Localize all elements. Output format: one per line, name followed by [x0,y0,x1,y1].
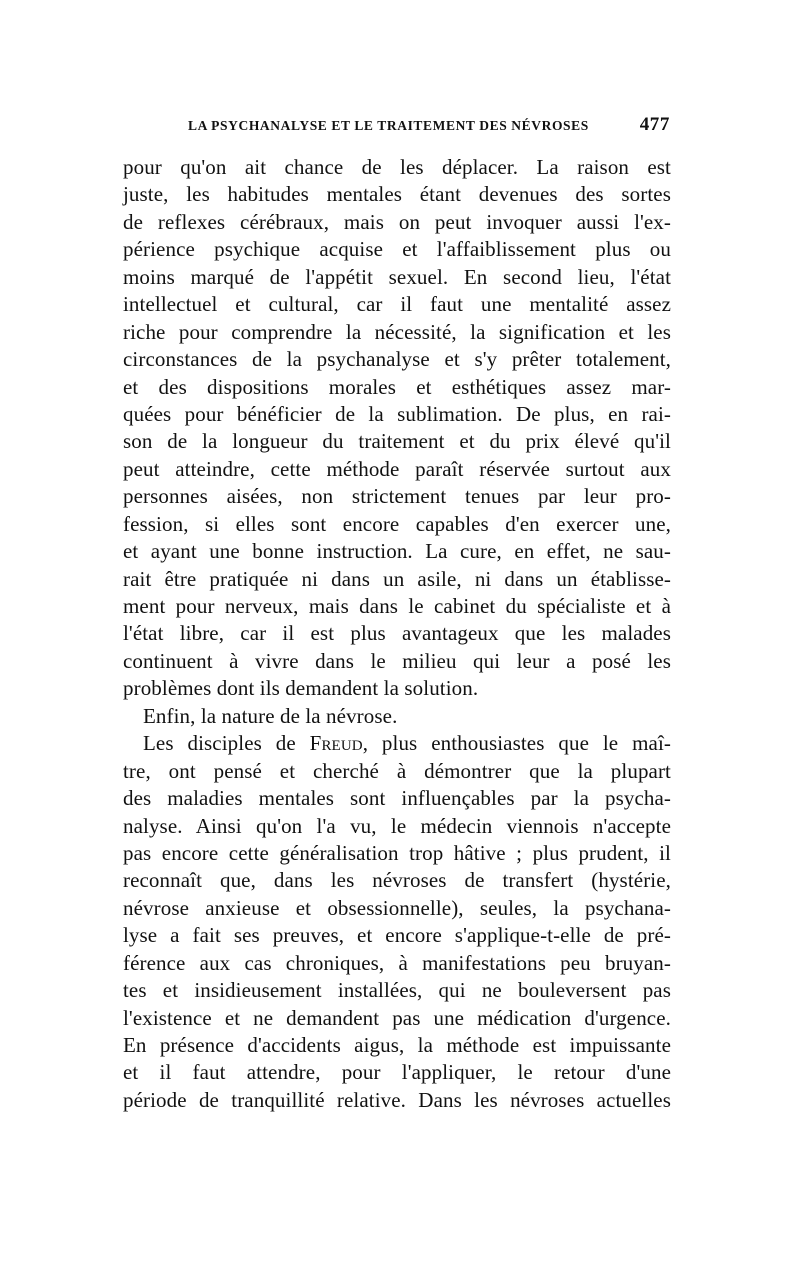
text-line: rait être pratiquée ni dans un asile, ni dans un établisse- [123,566,671,591]
text-line: juste, les habitudes mentales étant devenues des sortes [123,182,671,207]
text-line: tre, ont pensé et cherché à démontrer que la plupart [123,758,671,783]
running-head [188,116,670,140]
text-line: nalyse. Ainsi qu'on l'a vu, le médecin viennois n'accepte [123,813,671,838]
text-line: et il faut attendre, pour l'appliquer, le retour d'une [123,1060,671,1085]
text-line: et des dispositions morales et esthétiques assez mar- [123,374,671,399]
text-line: période de tranquillité relative. Dans les névroses actuelles [123,1087,671,1112]
text-line: riche pour comprendre la nécessité, la signification et les [123,319,671,344]
text-line: et ayant une bonne instruction. La cure, en effet, ne sau- [123,539,671,564]
text-line: lyse a fait ses preuves, et encore s'applique-t-elle de pré- [123,923,671,948]
text-line: personnes aisées, non strictement tenues par leur pro- [123,484,671,509]
text-line: ment pour nerveux, mais dans le cabinet du spécialiste et à [123,594,671,618]
text-line: fession, si elles sont encore capables d'en exercer une, [123,511,671,536]
text-line-freud [123,730,671,757]
text-line: pas encore cette généralisation trop hâtive ; plus prudent, il [123,840,671,865]
text-line: moins marqué de l'appétit sexuel. En second lieu, l'état [123,264,671,289]
text-line: névrose anxieuse et obsessionnelle), seules, la psychana- [123,895,671,920]
text-line: problèmes dont ils demandent la solution. [123,676,479,701]
text-line: férence aux cas chroniques, à manifestations peu bruyan- [123,950,671,975]
text-line-tail: , plus enthousiastes que le maî- [362,731,671,756]
text-line: En présence d'accidents aigus, la méthode est impuissante [123,1033,671,1057]
text-line: périence psychique acquise et l'affaiblissement plus ou [123,237,671,262]
text-line: Enfin, la nature de la névrose. [143,703,398,728]
author-name-freud: Freud [309,731,363,756]
text-line: l'état libre, car il est plus avantageux que les malades [123,621,671,646]
text-line: des maladies mentales sont influençables par la psycha- [123,786,671,811]
text-line: circonstances de la psychanalyse et s'y prêter totalement, [123,347,671,372]
text-line: son de la longueur du traitement et du prix élevé qu'il [123,429,671,454]
text-line: intellectuel et cultural, car il faut une mentalité assez [123,292,671,317]
text-line: l'existence et ne demandent pas une médication d'urgence. [123,1005,671,1030]
text-line: reconnaît que, dans les névroses de transfert (hystérie, [123,868,671,893]
body-text [123,154,671,1114]
page-number: 477 [639,114,670,135]
text-line: de reflexes cérébraux, mais on peut invoquer aussi l'ex- [123,209,671,234]
text-line: continuent à vivre dans le milieu qui leur a posé les [123,648,671,673]
text-line: pour qu'on ait chance de les déplacer. La raison est [123,155,671,179]
running-title: LA PSYCHANALYSE ET LE TRAITEMENT DES NÉVROSES [188,118,589,133]
text-line: peut atteindre, cette méthode paraît réservée surtout aux [123,456,671,481]
text-line-start: Les disciples de [143,731,310,756]
text-line: quées pour bénéficier de la sublimation. De plus, en rai- [123,401,671,426]
text-line: tes et insidieusement installées, qui ne bouleversent pas [123,978,671,1003]
